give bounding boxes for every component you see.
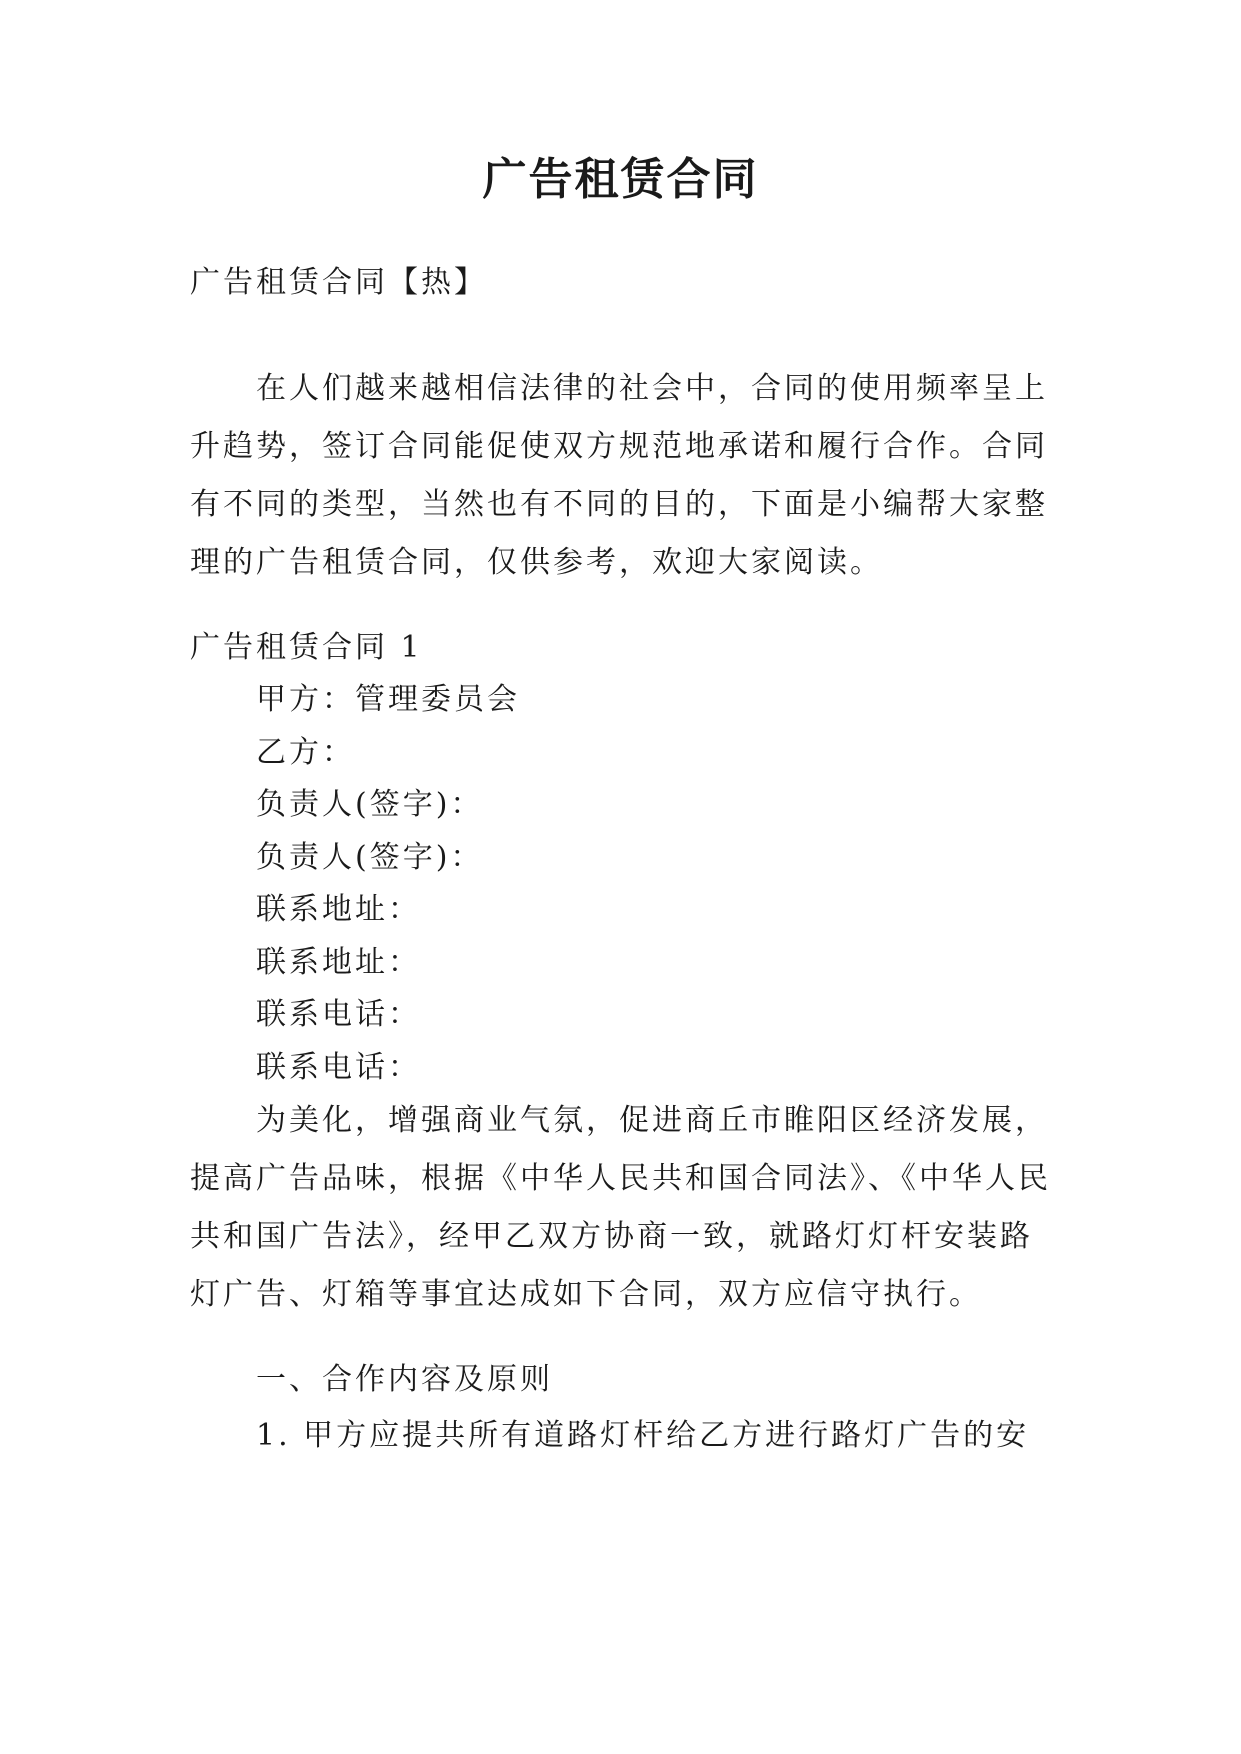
responsible-person-line: 负责人(签字)： [256,840,484,875]
contact-phone-line: 联系电话： [256,997,421,1032]
contact-address-line: 联系地址： [256,945,421,980]
party-b-line: 乙方： [256,735,355,770]
purpose-line: 为美化，增强商业气氛，促进商丘市睢阳区经济发展， [256,1103,1048,1138]
contact-address-line: 联系地址： [256,892,421,927]
purpose-line: 共和国广告法》，经甲乙双方协商一致，就路灯灯杆安装路 [190,1219,1033,1254]
section-heading: 广告租赁合同 1 [190,630,423,665]
intro-line: 理的广告租赁合同，仅供参考，欢迎大家阅读。 [190,545,883,580]
contact-phone-line: 联系电话： [256,1050,421,1085]
clause-heading: 一、合作内容及原则 [256,1362,553,1397]
intro-line: 在人们越来越相信法律的社会中，合同的使用频率呈上 [256,371,1048,406]
purpose-paragraph [190,1092,1050,1324]
party-a-line: 甲方：管理委员会 [256,682,520,717]
purpose-line: 提高广告品味，根据《中华人民共和国合同法》、《中华人民 [190,1161,1051,1196]
intro-line: 有不同的类型，当然也有不同的目的，下面是小编帮大家整 [190,487,1048,522]
document-subtitle: 广告租赁合同【热】 [190,265,487,300]
intro-line: 升趋势，签订合同能促使双方规范地承诺和履行合作。合同 [190,429,1048,464]
purpose-line: 灯广告、灯箱等事宜达成如下合同，双方应信守执行。 [190,1277,982,1312]
intro-paragraph [190,360,1050,592]
responsible-person-line: 负责人(签字)： [256,787,484,822]
clause-item: 1. 甲方应提共所有道路灯杆给乙方进行路灯广告的安 [256,1418,1030,1453]
document-title: 广告租赁合同 [482,154,759,205]
